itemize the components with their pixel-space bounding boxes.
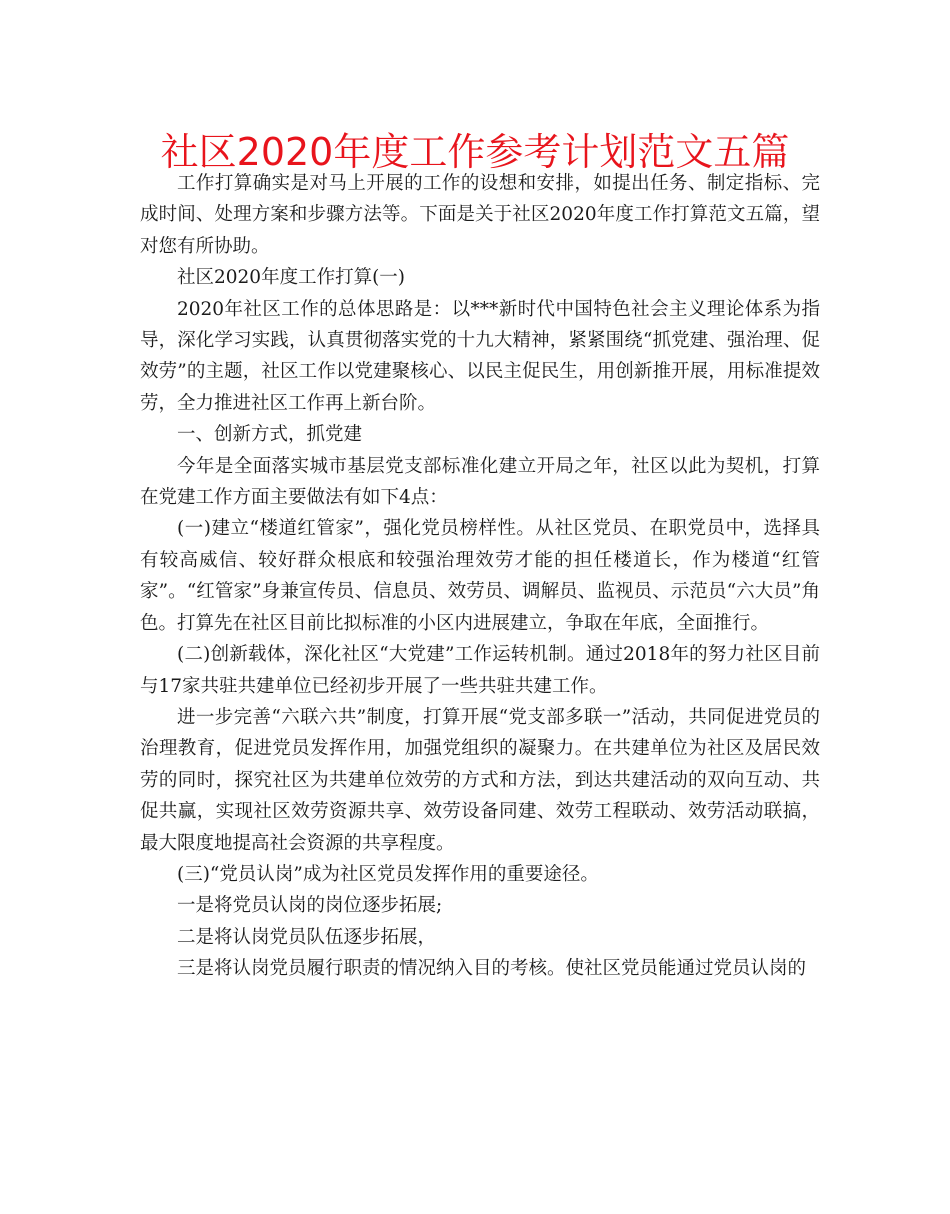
section-heading-plan-1: 社区2020年度工作打算(一) bbox=[177, 267, 406, 289]
item-3-point-3: 三是将认岗党员履行职责的情况纳入目的考核。使社区党员能通过党员认岗的 bbox=[177, 958, 807, 980]
document-title: 社区2020年度工作参考计划范文五篇 bbox=[160, 130, 790, 174]
item-3-paragraph: (三)“党员认岗”成为社区党员发挥作用的重要途径。 bbox=[177, 863, 599, 885]
party-building-intro-paragraph: 今年是全面落实城市基层党支部标准化建立开局之年，社区以此为契机，打算在党建工作方面主要做法有如下4点： bbox=[140, 455, 820, 509]
item-3-point-2: 二是将认岗党员队伍逐步拓展， bbox=[177, 926, 437, 948]
item-2-detail-paragraph: 进一步完善“六联六共”制度，打算开展“党支部多联一”活动，共同促进党员的治理教育，促进党员发挥作用，加强党组织的凝聚力。在共建单位为社区及居民效劳的同时，探究社区为共建单位效劳的方式和方法，到达共建活动的双向互动、共促共赢，实现社区效劳资源共享、效劳设备同建、效劳工程联动、效劳活动联搞，最大限度地提高社会资源的共享程度。 bbox=[140, 706, 820, 854]
item-3-point-1: 一是将党员认岗的岗位逐步拓展; bbox=[177, 895, 443, 917]
item-2-paragraph: (二)创新载体，深化社区“大党建”工作运转机制。通过2018年的努力社区目前与17家共驻共建单位已经初步开展了一些共驻共建工作。 bbox=[140, 644, 820, 697]
section-heading-party-building: 一、创新方式，抓党建 bbox=[177, 424, 363, 446]
overall-idea-paragraph: 2020年社区工作的总体思路是：以***新时代中国特色社会主义理论体系为指导，深化学习实践，认真贯彻落实党的十九大精神，紧紧围绕“抓党建、强治理、促效劳”的主题，社区工作以党建聚核心、以民主促民生，用创新推开展，用标准提效劳，全力推进社区工作再上新台阶。 bbox=[140, 298, 820, 414]
intro-paragraph: 工作打算确实是对马上开展的工作的设想和安排，如提出任务、制定指标、完成时间、处理方案和步骤方法等。下面是关于社区2020年度工作打算范文五篇，望对您有所协助。 bbox=[140, 173, 820, 257]
document-body bbox=[140, 168, 820, 985]
item-1-paragraph: (一)建立“楼道红管家”，强化党员榜样性。从社区党员、在职党员中，选择具有较高威信、较好群众根底和较强治理效劳才能的担任楼道长，作为楼道“红管家”。“红管家”身兼宣传员、信息员、效劳员、调解员、监视员、示范员“六大员”角色。打算先在社区目前比拟标准的小区内进展建立，争取在年底，全面推行。 bbox=[140, 518, 820, 634]
